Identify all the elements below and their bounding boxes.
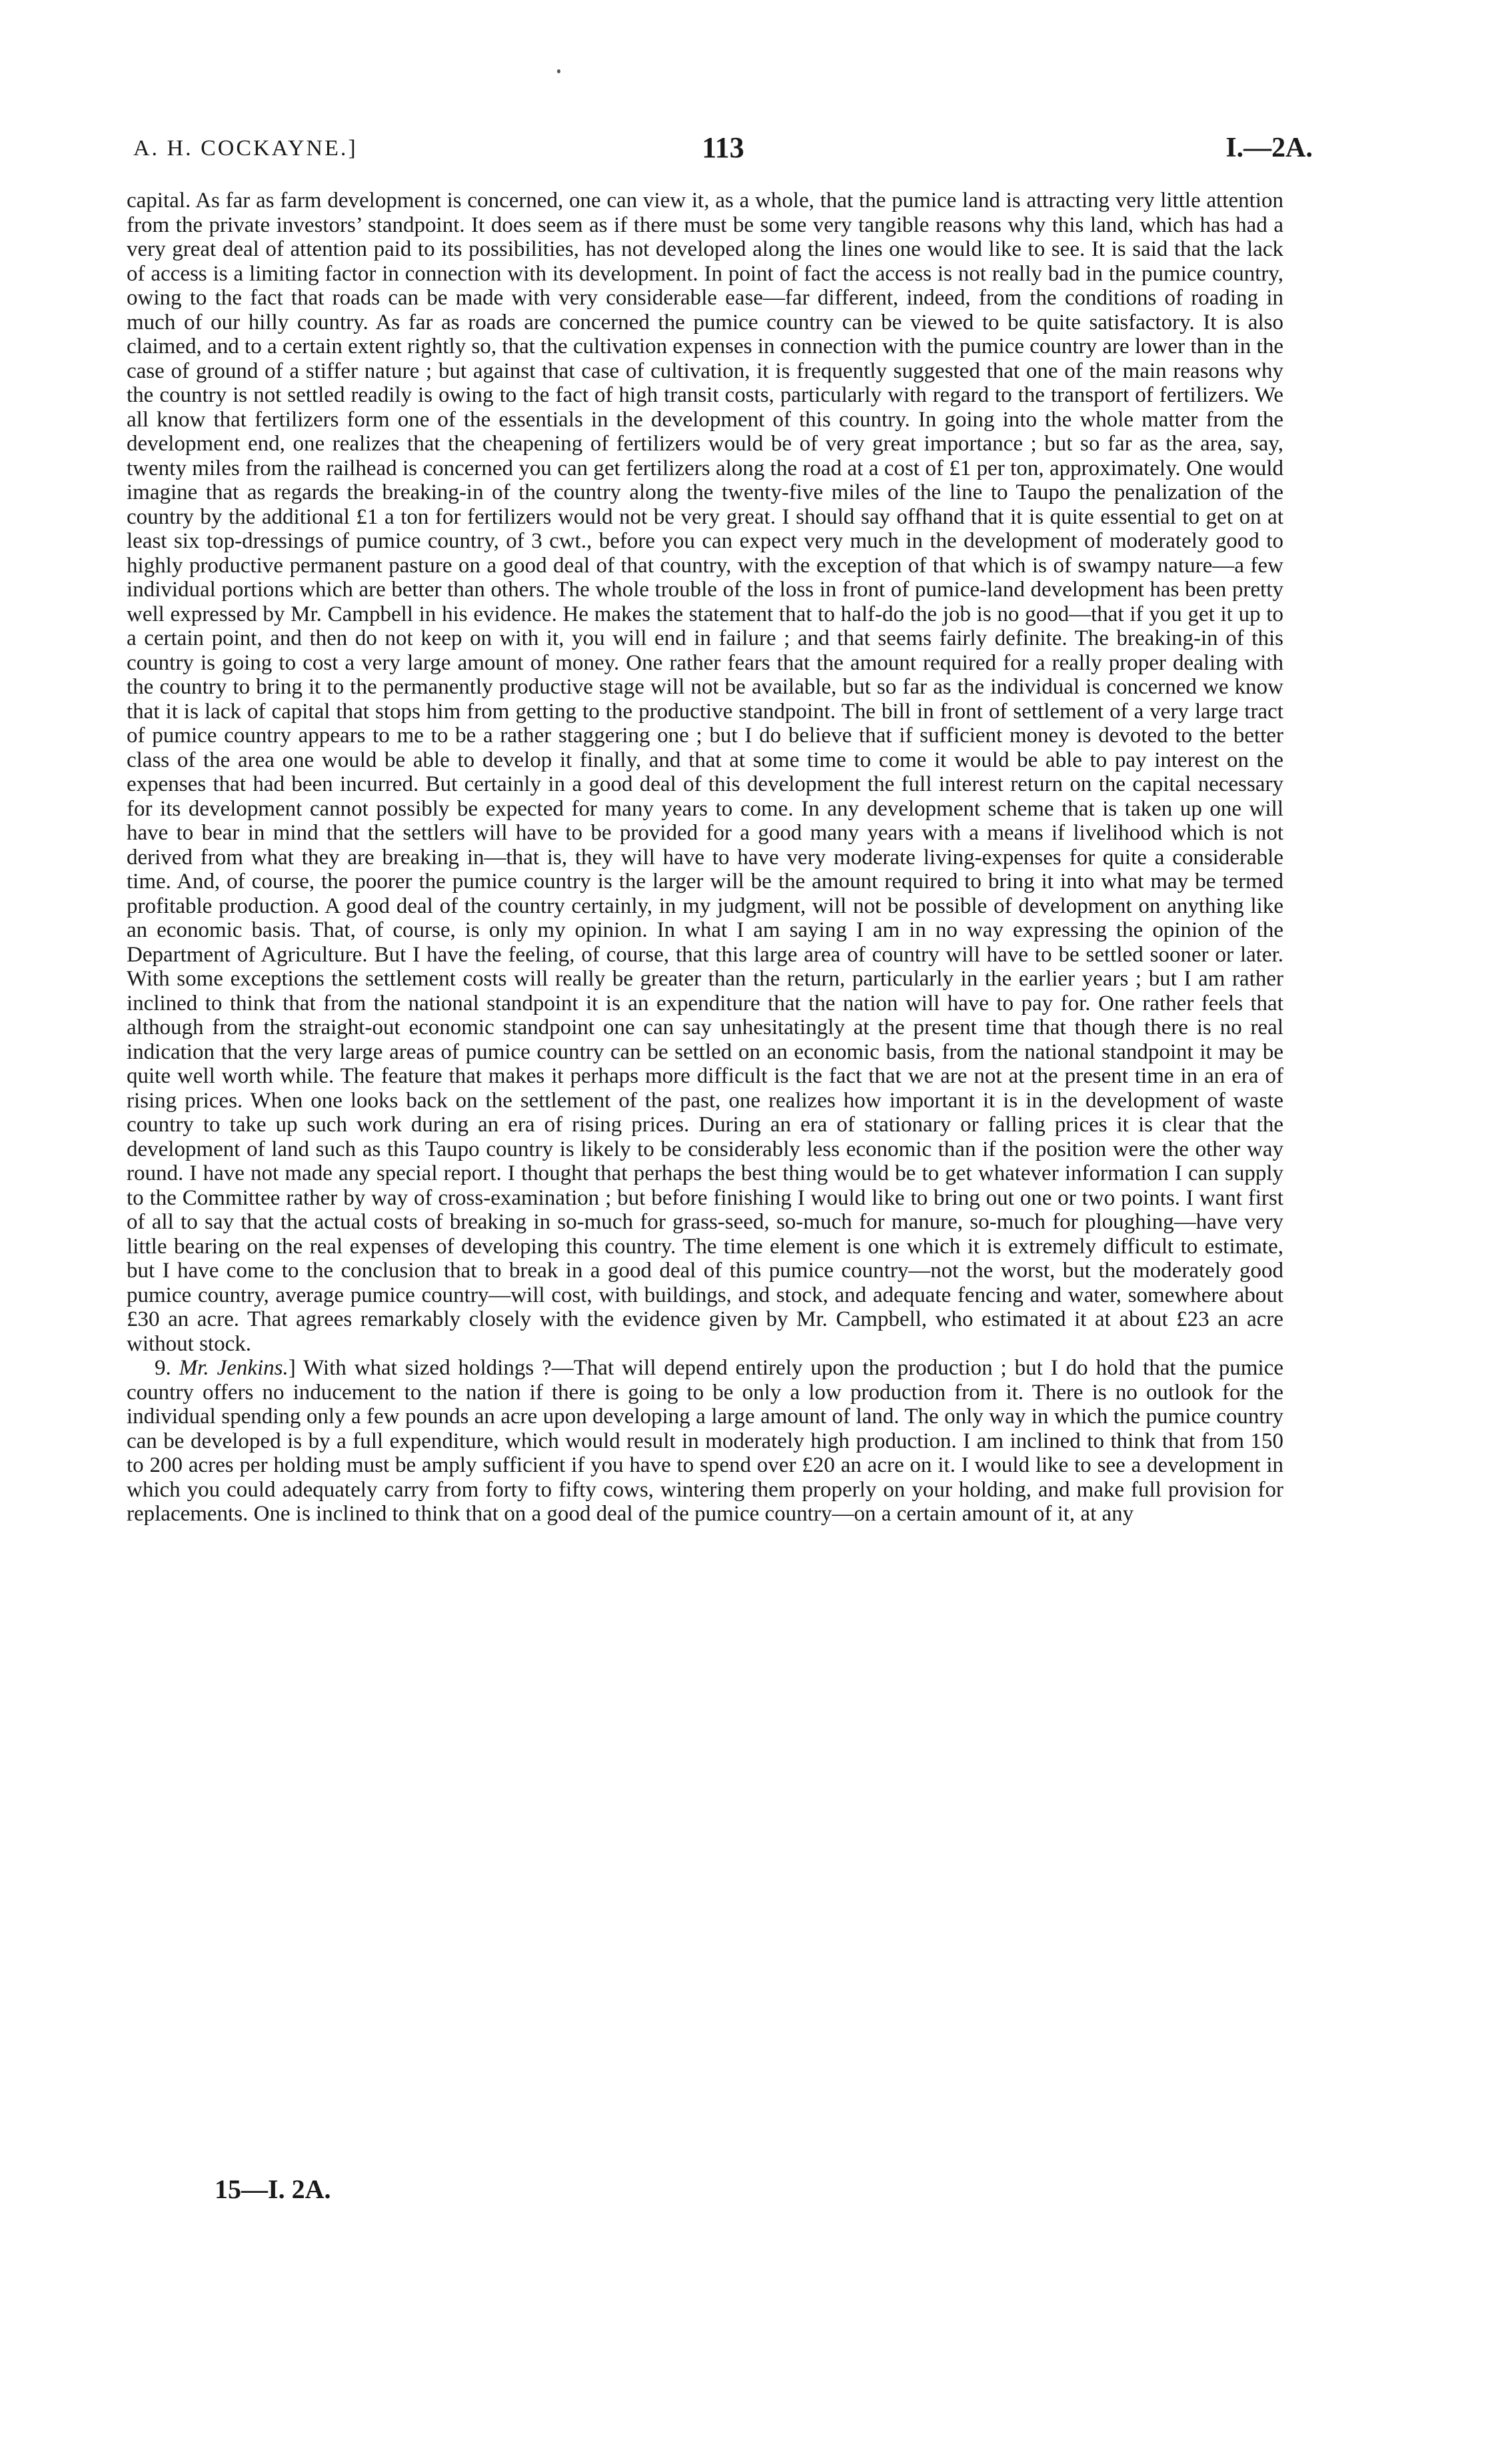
page-number: 113 bbox=[702, 131, 744, 164]
print-speck bbox=[557, 69, 560, 73]
question-paragraph bbox=[127, 1356, 1283, 1527]
document-reference: I.—2A. bbox=[1225, 133, 1313, 163]
author-header: A. H. COCKAYNE.] bbox=[133, 136, 358, 161]
speaker-bracket: ] bbox=[288, 1356, 296, 1380]
question-answer-text: With what sized holdings ?—That will depend entirely upon the production ; but I do hold that the pumice country offers no inducement to the nation if there is going to be only a low production from it. There is no outlook for the individual spending only a few pounds an acre upon developing a large amount of land. The only way in which the pumice country can be developed is by a full expenditure, which would result in moderately high production. I am inclined to think that from 150 to 200 acres per holding must be amply sufficient if you have to spend over £20 an acre on it. I would like to see a development in which you could adequately carry from forty to fifty cows, wintering them properly on your holding, and make full provision for replacements. One is inclined to think that on a good deal of the pumice country—on a certain amount of it, at any bbox=[127, 1356, 1283, 1526]
paragraph-continued: capital. As far as farm development is concerned, one can view it, as a whole, that the pumice land is attracting very little attention from the private investors’ standpoint. It does seem as if there must be some very tangible reasons why this land, which has had a very great deal of attention paid to its possibilities, has not developed along the lines one would like to see. It is said that the lack of access is a limiting factor in connection with its development. In point of fact the access is not really bad in the pumice country, owing to the fact that roads can be made with very considerable ease—far different, indeed, from the conditions of roading in much of our hilly country. As far as roads are concerned the pumice country can be viewed to be quite satisfactory. It is also claimed, and to a certain extent rightly so, that the cultivation expenses in connection with the pumice country are lower than in the case of ground of a stiffer nature ; but against that case of cultivation, it is frequently suggested that one of the main reasons why the country is not settled readily is owing to the fact of high transit costs, particularly with regard to the transport of fertilizers. We all know that fertilizers form one of the essentials in the development of this country. In going into the whole matter from the development end, one realizes that the cheapening of fertilizers would be of very great importance ; but so far as the area, say, twenty miles from the railhead is concerned you can get fertilizers along the road at a cost of £1 per ton, approximately. One would imagine that as regards the breaking-in of the country along the twenty-five miles of the line to Taupo the penalization of the country by the additional £1 a ton for fertilizers would not be very great. I should say offhand that it is quite essential to get on at least six top-dressings of pumice country, of 3 cwt., before you can expect very much in the development of moderately good to highly productive permanent pasture on a good deal of that country, with the exception of that which is of swampy nature—a few individual portions which are better than others. The whole trouble of the loss in front of pumice-land development has been pretty well expressed by Mr. Campbell in his evidence. He makes the statement that to half-do the job is no good—that if you get it up to a certain point, and then do not keep on with it, you will end in failure ; and that seems fairly definite. The breaking-in of this country is going to cost a very large amount of money. One rather fears that the amount required for a really proper dealing with the country to bring it to the permanently productive stage will not be available, but so far as the individual is concerned we know that it is lack of capital that stops him from getting to the productive standpoint. The bill in front of settlement of a very large tract of pumice country appears to me to be a rather staggering one ; but I do believe that if sufficient money is devoted to the better class of the area one would be able to develop it finally, and that at some time to come it would be able to pay interest on the expenses that had been incurred. But certainly in a good deal of this development the full interest return on the capital necessary for its development cannot possibly be expected for many years to come. In any development scheme that is taken up one will have to bear in mind that the settlers will have to be provided for a good many years with a means if livelihood which is not derived from what they are breaking in—that is, they will have to have very moderate living-expenses for quite a considerable time. And, of course, the poorer the pumice country is the larger will be the amount required to bring it into what may be termed profitable production. A good deal of the country certainly, in my judgment, will not be possible of development on anything like an economic basis. That, of course, is only my opinion. In what I am saying I am in no way expressing the opinion of the Department of Agriculture. But I have the feeling, of course, that this large area of country will have to be settled sooner or later. With some exceptions the settlement costs will really be greater than the return, particularly in the earlier years ; but I am rather inclined to think that from the national standpoint it is an expenditure that the nation will have to pay for. One rather feels that although from the straight-out economic standpoint one can say unhesitatingly at the present time that though there is no real indication that the very large areas of pumice country can be settled on an economic basis, from the national standpoint it may be quite well worth while. The feature that makes it perhaps more difficult is the fact that we are not at the present time in an era of rising prices. When one looks back on the settlement of the past, one realizes how important it is in the development of waste country to take up such work during an era of rising prices. During an era of stationary or falling prices it is clear that the development of land such as this Taupo country is likely to be considerably less economic than if the position were the other way round. I have not made any special report. I thought that perhaps the best thing would be to get whatever information I can supply to the Committee rather by way of cross-examination ; but before finishing I would like to bring out one or two points. I want first of all to say that the actual costs of breaking in so-much for grass-seed, so-much for manure, so-much for ploughing—have very little bearing on the real expenses of developing this country. The time element is one which it is extremely difficult to estimate, but I have come to the conclusion that to break in a good deal of this pumice country—not the worst, but the moderately good pumice country, average pumice country—will cost, with buildings, and stock, and adequate fencing and water, somewhere about £30 an acre. That agrees remarkably closely with the evidence given by Mr. Campbell, who estimated it at about £23 an acre without stock. bbox=[127, 189, 1283, 1356]
signature-mark: 15—I. 2A. bbox=[215, 2174, 331, 2204]
body-text bbox=[127, 189, 1283, 1527]
question-number: 9. bbox=[155, 1356, 171, 1380]
question-speaker: Mr. Jenkins. bbox=[179, 1356, 289, 1380]
running-head bbox=[133, 131, 1313, 171]
